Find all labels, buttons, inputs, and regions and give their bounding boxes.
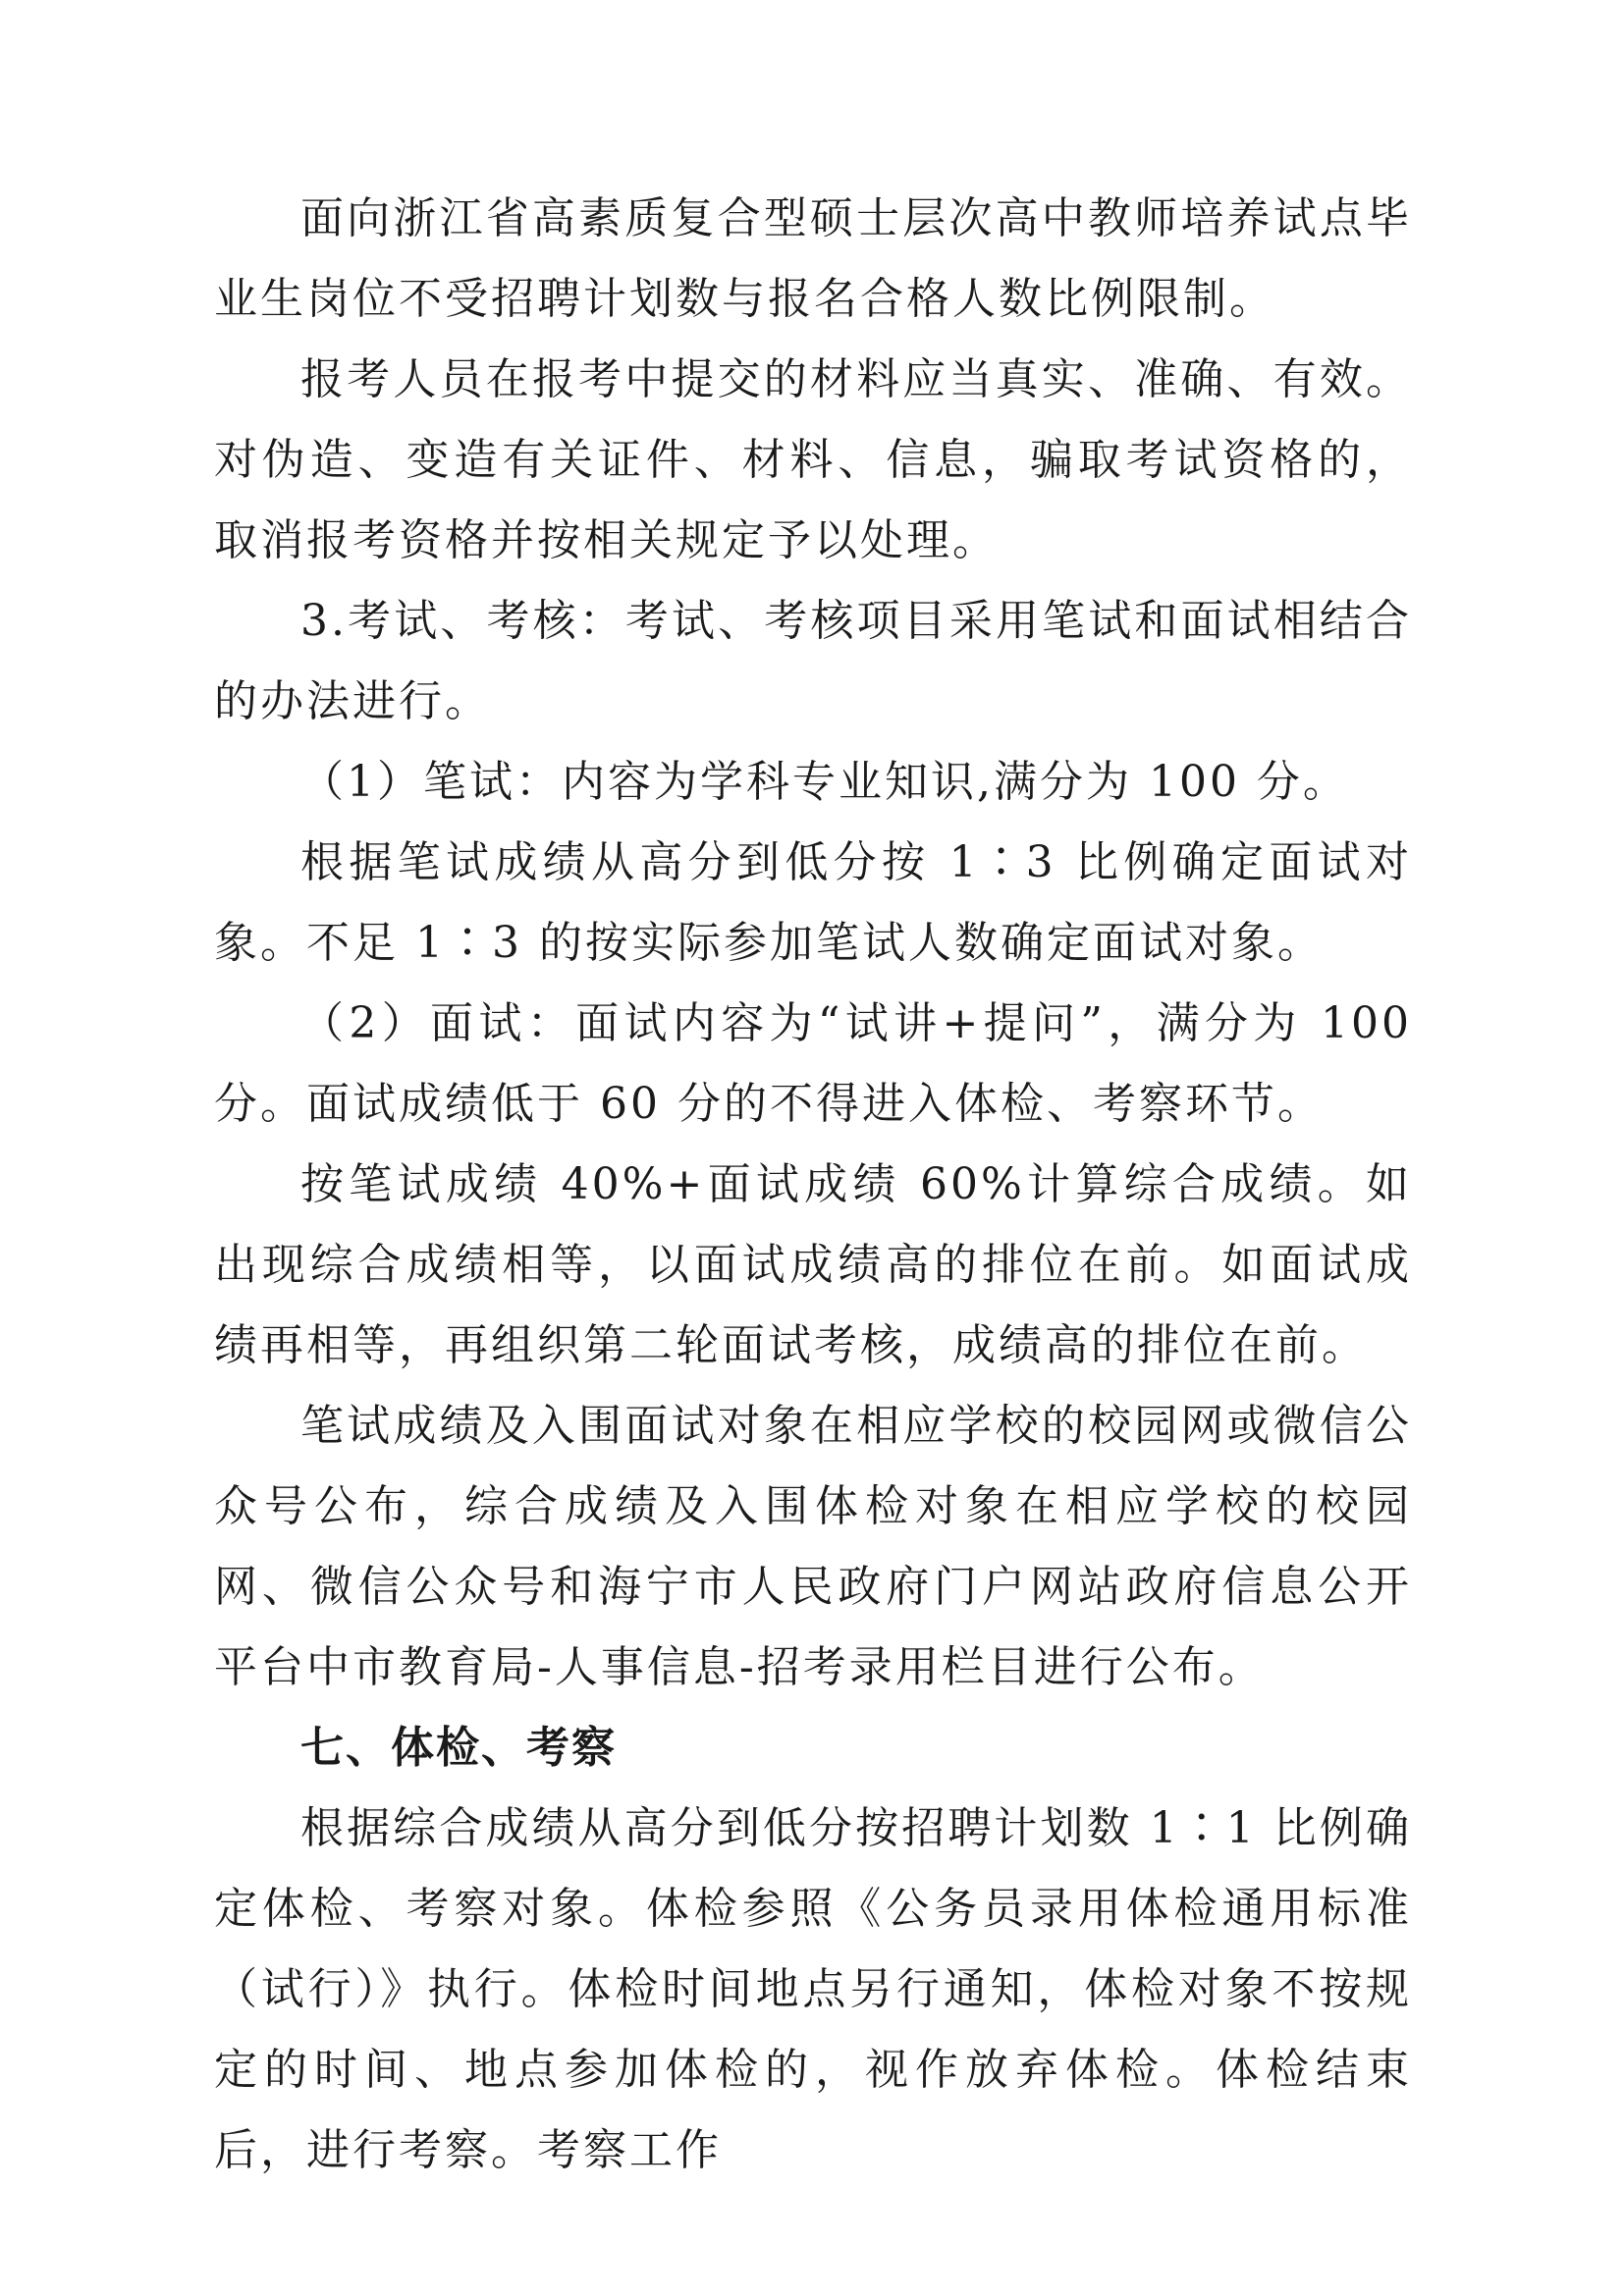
paragraph-composite-score: 按笔试成绩 40%+面试成绩 60%计算综合成绩。如出现综合成绩相等，以面试成绩高的排位在前。如面试成绩再相等，再组织第二轮面试考核，成绩高的排位在前。 xyxy=(214,1159,1412,1370)
paragraph-material-authenticity: 报考人员在报考中提交的材料应当真实、准确、有效。对伪造、变造有关证件、材料、信息，骗取考试资格的，取消报考资格并按相关规定予以处理。 xyxy=(214,354,1412,565)
paragraph-exempt-positions: 面向浙江省高素质复合型硕士层次高中教师培养试点毕业生岗位不受招聘计划数与报名合格人数比例限制。 xyxy=(214,193,1412,324)
paragraph-physical-exam: 根据综合成绩从高分到低分按招聘计划数 1∶1 比例确定体检、考察对象。体检参照《公务员录用体检通用标准（试行）》执行。体检时间地点另行通知，体检对象不按规定的时间、地点参加体检的，视作放弃体检。体检结束后，进行考察。考察工作 xyxy=(214,1803,1412,2175)
document-body xyxy=(214,179,1412,2191)
section-heading-physical-exam: 七、体检、考察 xyxy=(300,1723,617,1773)
paragraph-interview: （2）面试：面试内容为“试讲+提问”，满分为 100 分。面试成绩低于 60 分的不得进入体检、考察环节。 xyxy=(214,998,1412,1129)
paragraph-exam-method: 3.考试、考核：考试、考核项目采用笔试和面试相结合的办法进行。 xyxy=(214,596,1412,726)
paragraph-interview-ratio: 根据笔试成绩从高分到低分按 1∶3 比例确定面试对象。不足 1∶3 的按实际参加笔试人数确定面试对象。 xyxy=(214,837,1412,968)
paragraph-results-publication: 笔试成绩及入围面试对象在相应学校的校园网或微信公众号公布，综合成绩及入围体检对象在相应学校的校园网、微信公众号和海宁市人民政府门户网站政府信息公开平台中市教育局-人事信息-招考录用栏目进行公布。 xyxy=(214,1401,1412,1692)
paragraph-written-exam: （1）笔试：内容为学科专业知识,满分为 100 分。 xyxy=(300,757,1349,807)
